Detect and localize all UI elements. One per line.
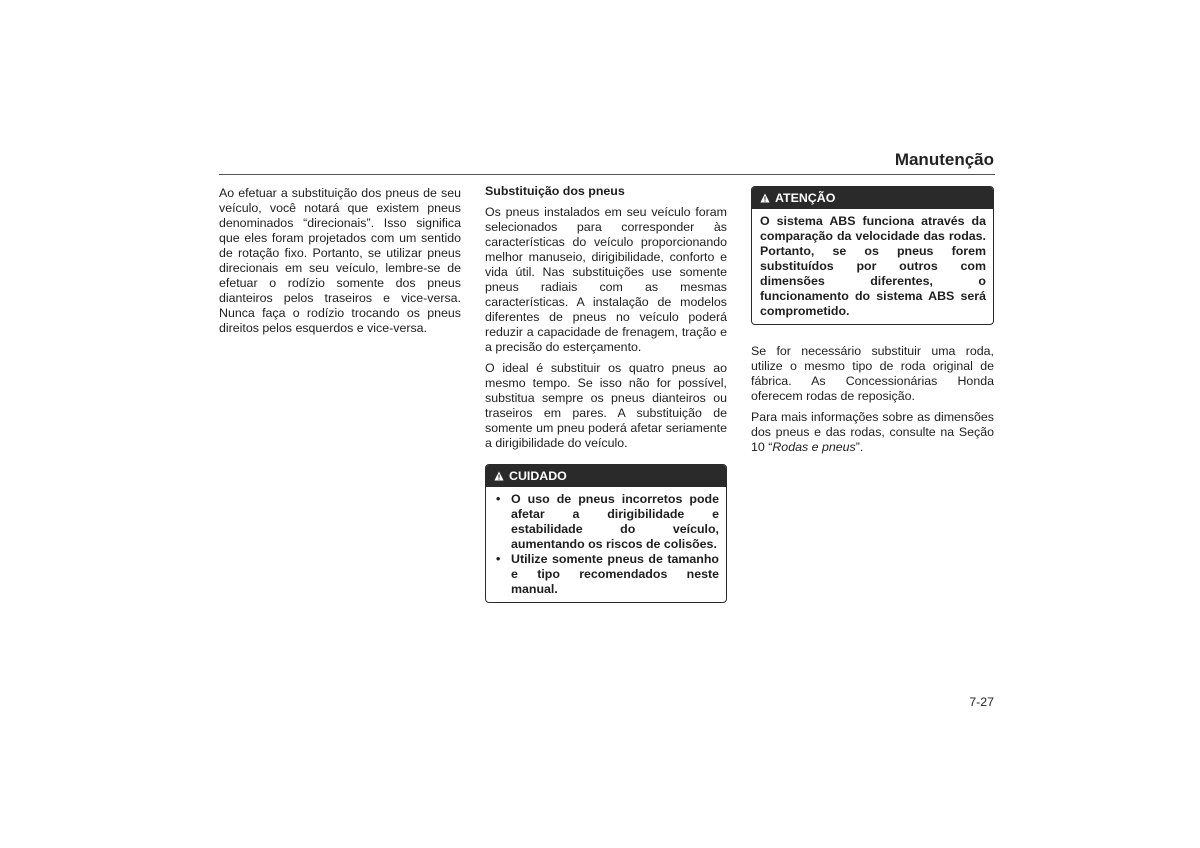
caution-body <box>486 487 726 602</box>
attention-box <box>751 186 994 325</box>
section-reference: Rodas e pneus <box>772 440 856 454</box>
caution-item-text: O uso de pneus incorretos pode afetar a dirigibilidade e estabilidade do veículo, aumentando os riscos de colisões. <box>511 492 719 551</box>
warning-triangle-icon <box>494 471 504 481</box>
column-right <box>751 186 994 461</box>
caution-item <box>494 492 719 552</box>
bullet-icon: • <box>496 492 501 506</box>
warning-triangle-icon <box>760 193 770 203</box>
directional-tires-paragraph: Ao efetuar a substituição dos pneus de seu veículo, você notará que existem pneus denominados “direcionais”. Isso significa que eles foram projetados com um sentido de rotação fixo. Portanto, se utilizar pneus direcionais em seu veículo, lembre-se de efetuar o rodízio somente dos pneus dianteiros pelos traseiros e vice-versa. Nunca faça o rodízio trocando os pneus direitos pelos esquerdos e vice-versa. <box>219 186 461 335</box>
page-number: 7-27 <box>969 695 994 709</box>
attention-label: ATENÇÃO <box>775 191 836 205</box>
more-info-text: Para mais informações sobre as dimensões dos pneus e das rodas, consulte na Seção 10 “ <box>751 410 994 454</box>
section-title: Manutenção <box>894 150 994 169</box>
caution-label: CUIDADO <box>509 469 567 483</box>
bullet-icon: • <box>496 552 501 566</box>
more-info-closing: ”. <box>855 440 864 454</box>
attention-body: O sistema ABS funciona através da comparação da velocidade das rodas. Portanto, se os pneus forem substituídos por outros com dimensões diferentes, o funcionamento do sistema ABS será comprometido. <box>760 214 986 318</box>
tire-replacement-heading: Substituição dos pneus <box>485 184 625 198</box>
attention-header <box>752 187 993 209</box>
caution-header <box>486 465 726 487</box>
column-left <box>219 186 461 342</box>
caution-item-text: Utilize somente pneus de tamanho e tipo recomendados neste manual. <box>511 552 719 596</box>
tire-replacement-paragraph-2: O ideal é substituir os quatro pneus ao mesmo tempo. Se isso não for possível, substitua sempre os pneus dianteiros ou traseiros em pares. A substituição de somente um pneu poderá afetar seriamente a dirigibilidade do veículo. <box>485 361 727 450</box>
caution-item <box>494 552 719 597</box>
header-divider <box>219 174 995 175</box>
tire-replacement-paragraph-1: Os pneus instalados em seu veículo foram selecionados para corresponder às características do veículo proporcionando melhor manuseio, dirigibilidade, conforto e vida útil. Nas substituições use somente pneus radiais com as mesmas características. A instalação de modelos diferentes de pneus no veículo poderá reduzir a capacidade de frenagem, tração e a precisão do esterçamento. <box>485 205 727 354</box>
more-info-paragraph <box>751 410 994 455</box>
caution-box <box>485 464 727 603</box>
wheel-replacement-paragraph: Se for necessário substituir uma roda, utilize o mesmo tipo de roda original de fábrica. As Concessionárias Honda oferecem rodas de reposição. <box>751 344 994 403</box>
column-middle <box>485 184 727 603</box>
caution-list <box>494 492 719 597</box>
